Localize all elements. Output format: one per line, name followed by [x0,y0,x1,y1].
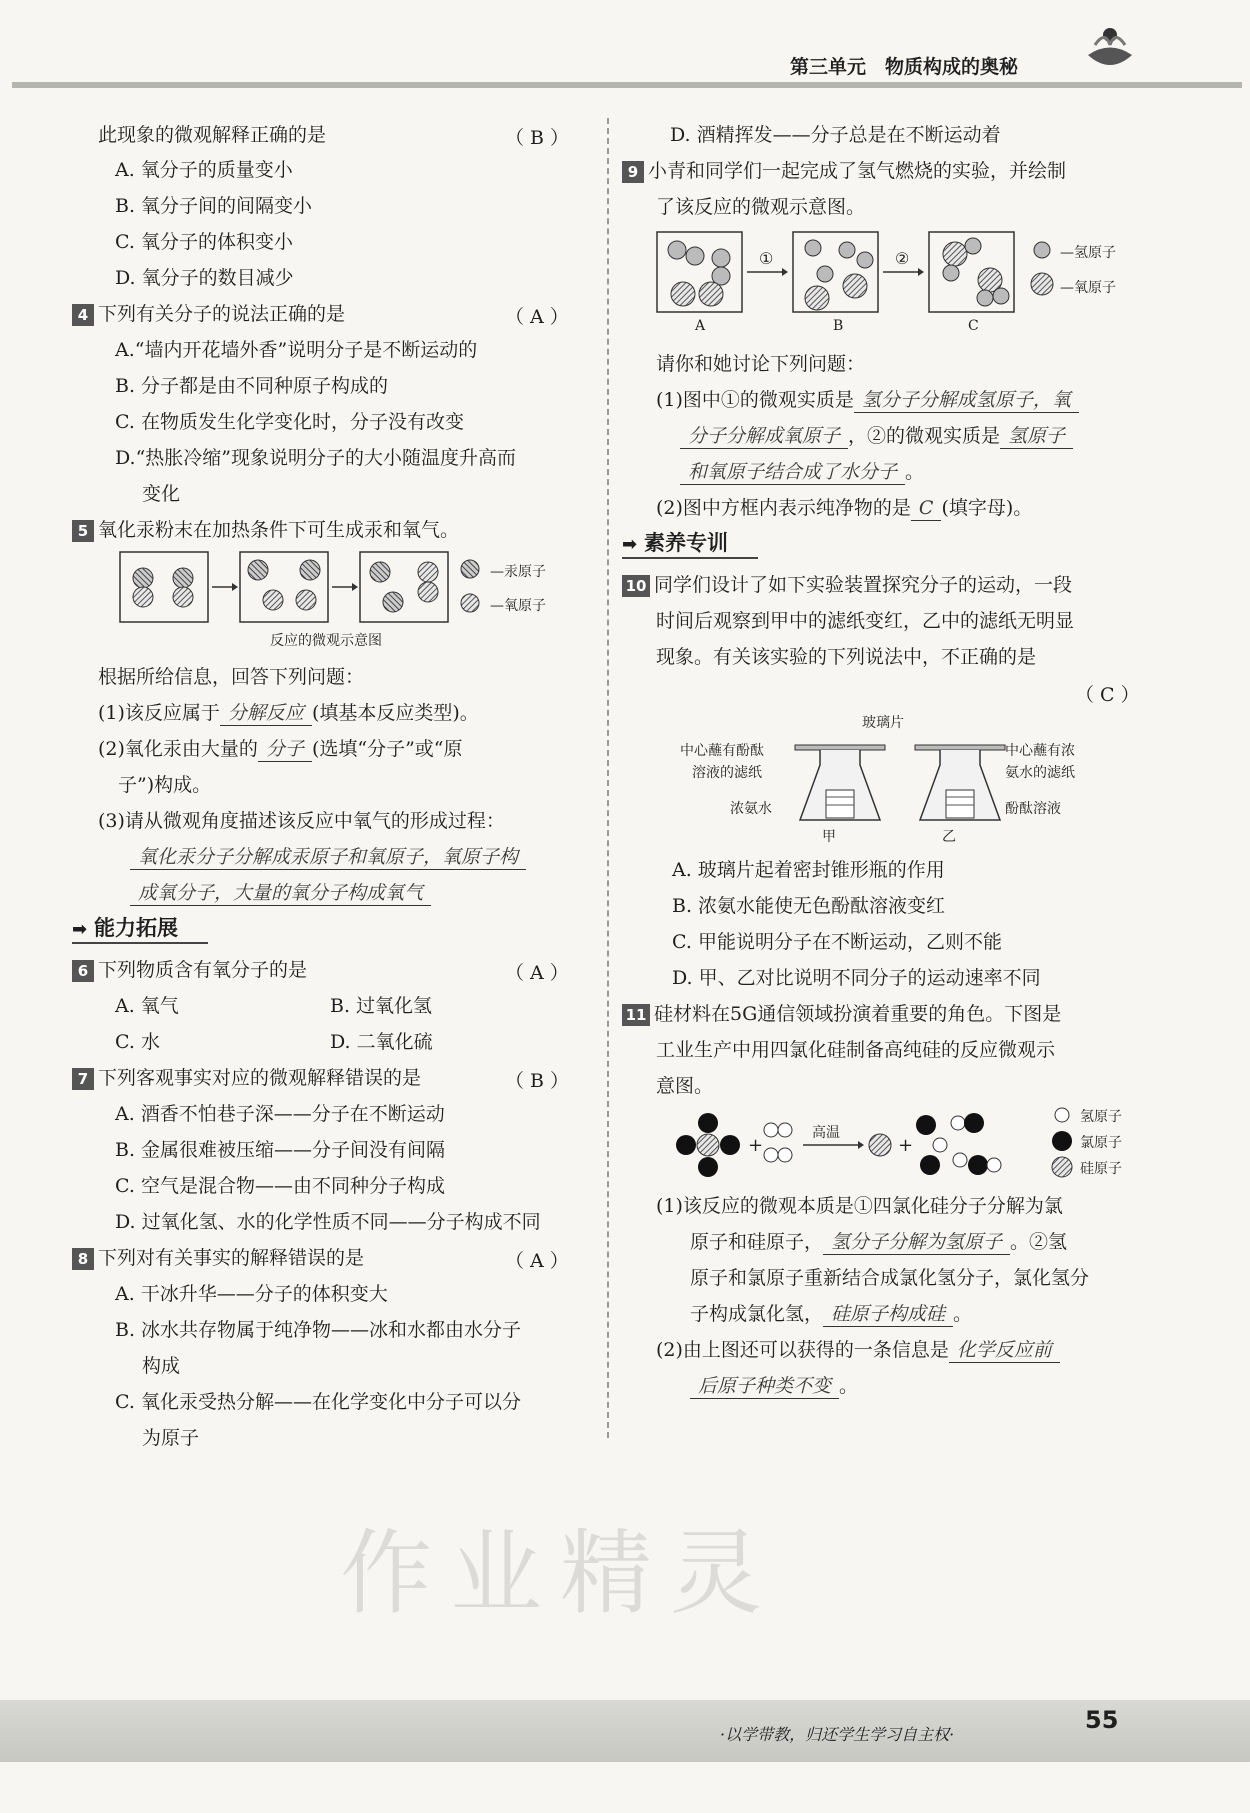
q11-reaction-diagram [668,1105,1008,1185]
q7-answer: （ B ） [505,1070,570,1092]
q3-stem: 此现象的微观解释正确的是 [98,124,327,146]
q9-box-label-a: A [695,318,706,334]
q3-option-a: A. 氧分子的质量变小 [115,159,293,181]
q5-stem-text: 氧化汞粉末在加热条件下可生成汞和氧气。 [98,519,460,541]
q3-option-d: D. 氧分子的数目减少 [115,267,294,289]
q4-answer: （ A ） [505,306,569,328]
q8-option-c: C. 氧化汞受热分解——在化学变化中分子可以分 [115,1391,521,1413]
q9-answer-1b: 分子分解成氧原子 [680,424,848,449]
q9-legend-o: —氧原子 [1060,280,1116,296]
q9-part1-line2: 分子分解成氧原子 ，②的微观实质是 氢原子 [680,424,1073,449]
q11-answer-2b: 后原子种类不变 [690,1374,839,1399]
q10-option-b: B. 浓氨水能使无色酚酞溶液变红 [672,895,946,917]
q6-stem: 6 下列物质含有氧分子的是 [72,958,307,982]
q5-stem [72,518,459,542]
svg-text:+: + [748,1135,764,1156]
q7-stem: 7 下列客观事实对应的微观解释错误的是 [72,1066,421,1090]
svg-text:+: + [898,1135,914,1156]
q7-option-a: A. 酒香不怕巷子深——分子在不断运动 [115,1103,445,1125]
q11-legend-symbols [1050,1104,1076,1180]
q11-part1-line4: 子构成氯化氢， 硅原子构成硅 。 [690,1303,973,1325]
q9-box-label-b: B [833,318,844,334]
q5-answer-2: 分子 [258,737,312,762]
q4-option-b: B. 分子都是由不同种原子构成的 [115,375,389,397]
q5-answer-3b: 成氧分子，大量的氧分子构成氧气 [130,881,431,906]
q8-stem: 8 下列对有关事实的解释错误的是 [72,1246,364,1270]
q11-answer-2a: 化学反应前 [949,1338,1060,1363]
q8-option-c-cont: 为原子 [142,1427,200,1449]
watermark: 作业精灵 [340,1520,781,1627]
q11-stem-1: 11 硅材料在5G通信领域扮演着重要的角色。下图是 [622,1002,1061,1026]
page-number: 55 [1085,1706,1119,1734]
q5-legend-o: —氧原子 [490,598,546,614]
q9-intro: 请你和她讨论下列问题： [656,353,866,375]
q11-answer-1a: 氢分子分解为氢原子 [823,1230,1010,1255]
q4-option-c: C. 在物质发生化学变化时，分子没有改变 [115,411,464,433]
q8-option-d: D. 酒精挥发——分子总是在不断运动着 [670,124,1001,146]
leaf-logo-icon [1080,0,1140,80]
q10-label-left-top1: 中心蘸有酚酞 [680,743,764,759]
q5-answer-3a: 氧化汞分子分解成汞原子和氧原子，氧原子构 [130,845,526,870]
q10-label-left-bottom: 浓氨水 [730,801,772,817]
q4-stem [72,302,345,326]
q9-answer-1c: 氢原子 [1000,424,1073,449]
q10-answer: （ C ） [1075,684,1140,706]
footer-bar [0,1700,1250,1762]
q9-part1: (1)图中①的微观实质是 氢分子分解成氢原子，氧 [656,388,1079,413]
q5-legend-hg: —汞原子 [490,564,546,580]
q7-option-d: D. 过氧化氢、水的化学性质不同——分子构成不同 [115,1211,541,1233]
q8-option-b-cont: 构成 [142,1355,181,1377]
q5-part2: (2)氧化汞由大量的 分子 (选填“分子”或“原 [98,738,463,760]
q9-answer-1d: 和氧原子结合成了水分子 [680,460,905,485]
q9-box-label-c: C [968,318,979,334]
q8-option-b: B. 冰水共存物属于纯净物——冰和水都由水分子 [115,1319,522,1341]
q6-option-b: B. 过氧化氢 [330,995,433,1017]
q6-answer: （ A ） [505,962,569,984]
q10-apparatus [790,735,1020,835]
svg-text:②: ② [895,249,910,268]
q5-legend-symbols [458,557,482,617]
unit-title: 第三单元 物质构成的奥秘 [790,56,1019,78]
q5-part2-cont: 子”)构成。 [118,774,212,796]
q8-answer: （ A ） [505,1250,569,1272]
q9-answer-2: C [911,496,942,521]
q10-label-yi: 乙 [942,829,956,845]
q4-number: 4 [72,304,94,326]
q11-condition: 高温 [812,1125,840,1141]
q8-option-a: A. 干冰升华——分子的体积变大 [115,1283,388,1305]
q3-option-b: B. 氧分子间的间隔变小 [115,195,313,217]
q10-stem-3: 现象。有关该实验的下列说法中，不正确的是 [656,646,1037,668]
page-header [0,40,1250,86]
q4-option-a: A.“墙内开花墙外香”说明分子是不断运动的 [115,339,478,361]
q9-part1-line3: 和氧原子结合成了水分子 。 [680,460,924,485]
q11-stem-2: 工业生产中用四氯化硅制备高纯硅的反应微观示 [656,1039,1056,1061]
q9-part2: (2)图中方框内表示纯净物的是 C (填字母)。 [656,497,1033,519]
q9-stem-2: 了该反应的微观示意图。 [656,196,866,218]
q10-label-glass: 玻璃片 [862,715,904,731]
q10-option-c: C. 甲能说明分子在不断运动，乙则不能 [672,931,1002,953]
header-bar [12,82,1242,88]
svg-text:①: ① [759,249,774,268]
q5-answer-1: 分解反应 [220,701,312,726]
q11-legend-h: 氢原子 [1080,1109,1122,1125]
footer-motto: ·以学带教，归还学生学习自主权· [720,1725,955,1744]
section-ability: ➡ 能力拓展 [72,912,208,944]
q10-label-jia: 甲 [822,829,836,845]
q11-part2-line1: (2)由上图还可以获得的一条信息是 化学反应前 [656,1338,1060,1363]
q10-stem-2: 时间后观察到甲中的滤纸变红，乙中的滤纸无明显 [656,610,1075,632]
q10-option-a: A. 玻璃片起着密封锥形瓶的作用 [672,859,945,881]
q9-stem-1: 9 小青和同学们一起完成了氢气燃烧的实验，并绘制 [622,159,1066,183]
q10-label-right-top1: 中心蘸有浓 [1005,743,1075,759]
q4-option-d: D.“热胀冷缩”现象说明分子的大小随温度升高而 [115,447,517,469]
q11-part1-line3: 原子和氯原子重新结合成氯化氢分子，氯化氢分 [690,1267,1090,1289]
q6-option-a: A. 氧气 [115,995,179,1017]
q10-label-left-top2: 溶液的滤纸 [692,765,762,781]
q10-label-right-top2: 氨水的滤纸 [1005,765,1075,781]
q11-part1-line1: (1)该反应的微观本质是①四氯化硅分子分解为氯 [656,1195,1063,1217]
q7-option-b: B. 金属很难被压缩——分子间没有间隔 [115,1139,446,1161]
q11-legend-cl: 氯原子 [1080,1135,1122,1151]
q10-label-right-bottom: 酚酞溶液 [1005,801,1061,817]
q5-figure-caption: 反应的微观示意图 [270,633,382,649]
q4-stem-text: 下列有关分子的说法正确的是 [98,303,346,325]
q5-part1: (1)该反应属于 分解反应 (填基本反应类型)。 [98,702,479,724]
q3-option-c: C. 氧分子的体积变小 [115,231,293,253]
section-literacy: ➡ 素养专训 [622,527,758,559]
q10-option-d: D. 甲、乙对比说明不同分子的运动速率不同 [672,967,1041,989]
q5-number: 5 [72,520,94,542]
q11-part1-line2: 原子和硅原子， 氢分子分解为氢原子 。②氢 [690,1231,1068,1253]
q5-intro: 根据所给信息，回答下列问题： [98,666,365,688]
q11-answer-1b: 硅原子构成硅 [823,1302,953,1327]
q7-option-c: C. 空气是混合物——由不同种分子构成 [115,1175,445,1197]
q9-legend-h: —氢原子 [1060,245,1116,261]
q9-legend-symbols [1030,238,1056,298]
column-divider [607,118,609,1438]
q11-part2-line2: 后原子种类不变 。 [690,1374,858,1399]
q6-option-d: D. 二氧化硫 [330,1031,433,1053]
q4-option-d-cont: 变化 [142,483,181,505]
q10-stem-1: 10 同学们设计了如下实验装置探究分子的运动，一段 [622,573,1072,597]
q11-stem-3: 意图。 [656,1075,714,1097]
q11-legend-si: 硅原子 [1080,1161,1122,1177]
q3-answer: （ B ） [505,127,570,149]
q5-part3: (3)请从微观角度描述该反应中氧气的形成过程： [98,810,505,832]
q5-reaction-diagram [118,550,458,625]
q9-answer-1a: 氢分子分解成氢原子，氧 [854,388,1079,413]
q6-option-c: C. 水 [115,1031,160,1053]
